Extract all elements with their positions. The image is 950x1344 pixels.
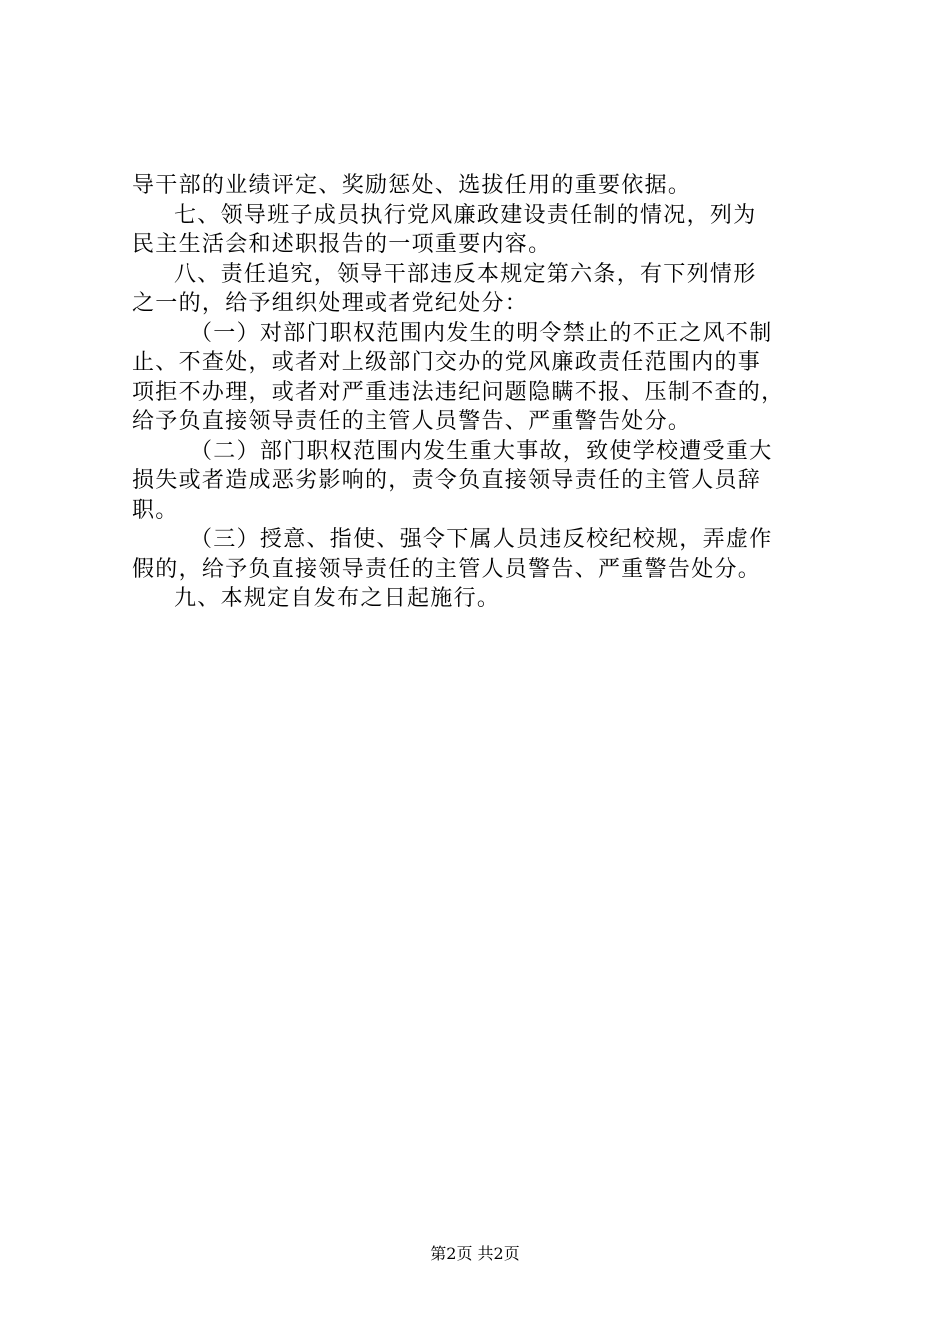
text-line: 九、本规定自发布之日起施行。 (174, 586, 501, 611)
text-line: 损失或者造成恶劣影响的，责令负直接领导责任的主管人员辞 (132, 468, 762, 493)
text-line: （一）对部门职权范围内发生的明令禁止的不正之风不制 (190, 320, 773, 346)
text-line: 止、不查处，或者对上级部门交办的党风廉政责任范围内的事 (132, 350, 762, 375)
text-line: （三）授意、指使、强令下属人员违反校纪校规，弄虚作 (190, 527, 773, 552)
text-line: 给予负直接领导责任的主管人员警告、严重警告处分。 (132, 409, 692, 434)
text-line: 之一的，给予组织处理或者党纪处分： (132, 291, 529, 316)
text-line: 假的，给予负直接领导责任的主管人员警告、严重警告处分。 (132, 556, 762, 582)
text-line: 项拒不办理，或者对严重违法违纪问题隐瞒不报、压制不查的， (132, 379, 785, 405)
text-line: 职。 (132, 497, 179, 523)
text-line: 导干部的业绩评定、奖励惩处、选拔任用的重要依据。 (132, 173, 692, 198)
text-line: 七、领导班子成员执行党风廉政建设责任制的情况，列为 (174, 202, 757, 228)
text-line: （二）部门职权范围内发生重大事故，致使学校遭受重大 (190, 438, 773, 464)
page-number: 第2页 共2页 (430, 1244, 520, 1263)
text-line: 八、责任追究，领导干部违反本规定第六条，有下列情形 (174, 261, 757, 287)
document-body (132, 171, 832, 614)
page-footer (0, 1244, 950, 1264)
text-line: 民主生活会和述职报告的一项重要内容。 (132, 232, 552, 257)
